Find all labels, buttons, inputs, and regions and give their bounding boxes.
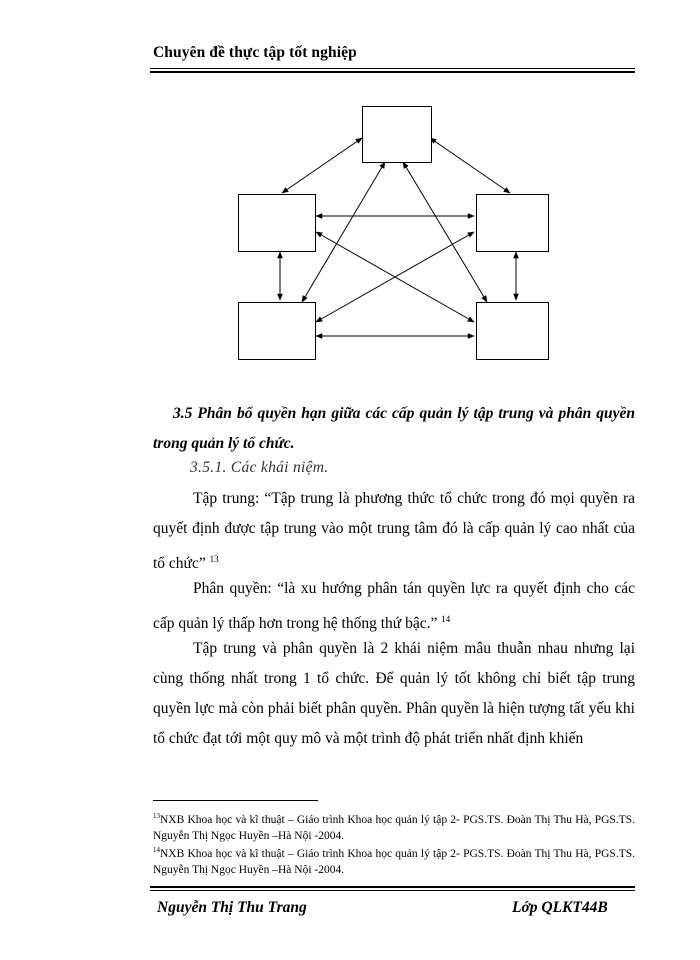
paragraph-text: Phân quyền: “là xu hướng phân tán quyền lực ra quyết định cho các cấp quản lý thấp hơn trong hệ thống thứ bậc.” [153,580,635,633]
diagram-node-left-lower [238,302,316,360]
paragraph-decentralization [153,574,635,639]
paragraph-relationship [153,634,635,754]
paragraph-text: Tập trung: “Tập trung là phương thức tổ chức trong đó mọi quyền ra quyết định được tập trung vào một trung tâm đó là cấp quản lý cao nhất của tổ chức” [153,490,635,573]
diagram-node-right-lower [476,302,549,360]
footnote-separator [153,800,318,801]
footnote-14 [153,842,635,878]
footnote-ref: 13 [209,554,219,564]
footnote-text: NXB Khoa học và kĩ thuật – Giáo trình Khoa học quản lý tập 2- PGS.TS. Đoàn Thị Thu Hà, PGS.TS. Nguyễn Thị Ngọc Huyền –Hà Nội -2004. [153,813,635,842]
diagram-node-right-upper [476,194,549,252]
edge-top-leftupper [282,138,362,193]
footnote-number: 14 [153,846,160,854]
footer-rule-bottom [150,890,635,891]
footnote-ref: 14 [441,614,451,624]
footer-class: Lớp QLKT44B [512,899,608,916]
diagram-node-left-upper [238,194,316,252]
footer-author: Nguyễn Thị Thu Trang [157,899,307,916]
footnote-number: 13 [153,812,160,820]
edge-top-rightlower [403,162,487,302]
footnote-13 [153,808,635,844]
diagram-node-top [362,106,432,163]
header-title: Chuyên đề thực tập tốt nghiệp [153,44,357,61]
network-diagram [0,0,700,380]
footnote-text: NXB Khoa học và kĩ thuật – Giáo trình Khoa học quản lý tập 2- PGS.TS. Đoàn Thị Thu Hà, PGS.TS. Nguyễn Thị Ngọc Huyền –Hà Nội -2004. [153,847,635,876]
paragraph-centralization [153,484,635,579]
subsection-heading: 3.5.1. Các khái niệm. [190,459,329,476]
diagram-arrows [0,0,700,380]
footer-rule-top [150,886,635,888]
section-heading: 3.5 Phân bổ quyền hạn giữa các cấp quản lý tập trung và phân quyền trong quản lý tổ chức. [153,405,635,452]
paragraph-text: Tập trung và phân quyền là 2 khái niệm mâu thuẫn nhau nhưng lại cùng thống nhất trong 1 tổ chức. Để quản lý tốt không chỉ biết tập trung quyền lực mà còn phải biết phân quyền. Phân quyền là hiện tượng tất yếu khi tổ chức đạt tới một quy mô và một trình độ phát triển nhất định khiến [153,640,635,747]
edge-top-rightupper [430,138,510,193]
